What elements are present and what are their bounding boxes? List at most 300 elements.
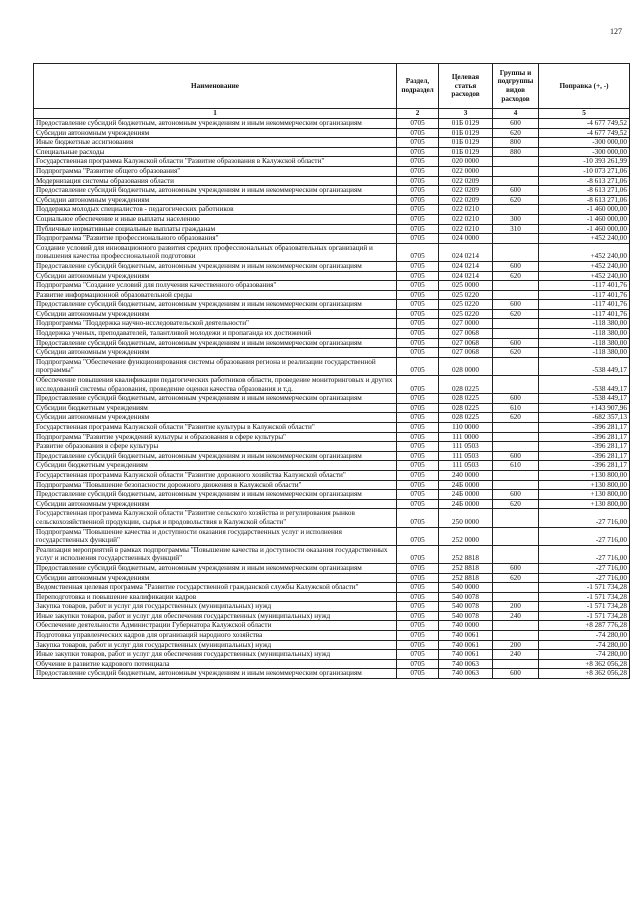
- row-razdel: 0705: [397, 357, 439, 375]
- table-row: [34, 195, 630, 205]
- row-vid: [493, 281, 539, 291]
- row-name: Иные бюджетные ассигнования: [34, 138, 397, 148]
- row-amount: -118 380,00: [539, 338, 630, 348]
- row-statya: 028 0225: [439, 376, 493, 394]
- row-amount: -74 280,00: [539, 640, 630, 650]
- row-amount: -118 380,00: [539, 319, 630, 329]
- table-row: [34, 583, 630, 593]
- budget-table: [33, 63, 630, 679]
- table-row: [34, 592, 630, 602]
- row-statya: 028 0225: [439, 394, 493, 404]
- row-amount: -117 401,76: [539, 290, 630, 300]
- row-name: Субсидии автономным учреждениям: [34, 573, 397, 583]
- table-row: [34, 403, 630, 413]
- row-name: Закупка товаров, работ и услуг для государственных (муниципальных) нужд: [34, 640, 397, 650]
- row-statya: 111 0503: [439, 442, 493, 452]
- header-popravka: Поправка (+, -): [539, 64, 630, 109]
- row-name: Ведомственная целевая программа "Развитие государственной гражданской службы Калужской области": [34, 583, 397, 593]
- row-amount: -27 716,00: [539, 563, 630, 573]
- table-row: [34, 432, 630, 442]
- table-row: [34, 394, 630, 404]
- row-name: Обеспечение деятельности Администрации Губернатора Калужской области: [34, 621, 397, 631]
- row-name: Специальные расходы: [34, 147, 397, 157]
- row-amount: -396 281,17: [539, 461, 630, 471]
- row-name: Подпрограмма "Повышение безопасности дорожного движения в Калужской области": [34, 480, 397, 490]
- row-statya: 022 0210: [439, 214, 493, 224]
- row-razdel: 0705: [397, 592, 439, 602]
- row-vid: 600: [493, 451, 539, 461]
- table-row: [34, 669, 630, 679]
- table-row: [34, 243, 630, 261]
- row-vid: 200: [493, 602, 539, 612]
- table-row: [34, 470, 630, 480]
- row-name: Подпрограмма "Развитие профессионального образования": [34, 234, 397, 244]
- row-name: Обучение в развитие кадрового потенциала: [34, 659, 397, 669]
- table-row: [34, 573, 630, 583]
- row-vid: 600: [493, 394, 539, 404]
- column-number: 4: [493, 109, 539, 119]
- row-amount: +8 287 776,28: [539, 621, 630, 631]
- row-razdel: 0705: [397, 290, 439, 300]
- row-razdel: 0705: [397, 527, 439, 545]
- row-statya: 022 0209: [439, 195, 493, 205]
- row-name: Субсидии автономным учреждениям: [34, 413, 397, 423]
- row-amount: -8 613 271,06: [539, 186, 630, 196]
- row-vid: [493, 659, 539, 669]
- row-amount: -117 401,76: [539, 300, 630, 310]
- table-row: [34, 348, 630, 358]
- row-vid: [493, 205, 539, 215]
- row-razdel: 0705: [397, 376, 439, 394]
- row-amount: -538 449,17: [539, 357, 630, 375]
- row-razdel: 0705: [397, 271, 439, 281]
- row-statya: 111 0503: [439, 451, 493, 461]
- row-vid: [493, 527, 539, 545]
- table-row: [34, 261, 630, 271]
- row-vid: [493, 319, 539, 329]
- row-razdel: 0705: [397, 394, 439, 404]
- row-statya: 01Б 0129: [439, 119, 493, 129]
- row-name: Подпрограмма "Обеспечение функционирования системы образования региона и реализации государственной программы": [34, 357, 397, 375]
- table-row: [34, 166, 630, 176]
- row-name: Государственная программа Калужской области "Развитие сельского хозяйства и регулирования рынков сельскохозяйственной продукции, сырья и продовольствия в Калужской области": [34, 509, 397, 527]
- row-amount: -1 571 734,28: [539, 592, 630, 602]
- row-razdel: 0705: [397, 621, 439, 631]
- row-razdel: 0705: [397, 319, 439, 329]
- row-name: Предоставление субсидий бюджетным, автономным учреждениям и иным некоммерческим организациям: [34, 451, 397, 461]
- row-razdel: 0705: [397, 659, 439, 669]
- row-razdel: 0705: [397, 669, 439, 679]
- row-statya: 111 0503: [439, 461, 493, 471]
- row-vid: 610: [493, 461, 539, 471]
- row-statya: 250 0000: [439, 509, 493, 527]
- table-row: [34, 214, 630, 224]
- row-statya: 028 0225: [439, 413, 493, 423]
- row-razdel: 0705: [397, 640, 439, 650]
- row-name: Предоставление субсидий бюджетным, автономным учреждениям и иным некоммерческим организациям: [34, 490, 397, 500]
- row-amount: +8 362 056,28: [539, 659, 630, 669]
- row-statya: 024 0000: [439, 234, 493, 244]
- row-razdel: 0705: [397, 403, 439, 413]
- table-row: [34, 186, 630, 196]
- row-amount: +452 240,00: [539, 271, 630, 281]
- row-name: Поддержка молодых специалистов - педагогических работников: [34, 205, 397, 215]
- row-razdel: 0705: [397, 300, 439, 310]
- row-statya: 252 8818: [439, 545, 493, 563]
- row-vid: 600: [493, 119, 539, 129]
- row-name: Государственная программа Калужской области "Развитие образования в Калужской области": [34, 157, 397, 167]
- row-name: Предоставление субсидий бюджетным, автономным учреждениям и иным некоммерческим организациям: [34, 186, 397, 196]
- row-name: Субсидии автономным учреждениям: [34, 309, 397, 319]
- row-vid: 880: [493, 147, 539, 157]
- row-vid: 620: [493, 309, 539, 319]
- row-name: Подпрограмма "Создание условий для получения качественного образования": [34, 281, 397, 291]
- row-razdel: 0705: [397, 499, 439, 509]
- table-row: [34, 176, 630, 186]
- row-amount: -8 613 271,06: [539, 195, 630, 205]
- row-vid: 800: [493, 138, 539, 148]
- row-statya: 740 0000: [439, 621, 493, 631]
- row-name: Поддержка ученых, преподавателей, талантливой молодежи и пропаганда их достижений: [34, 329, 397, 339]
- row-vid: [493, 290, 539, 300]
- row-vid: [493, 176, 539, 186]
- table-row: [34, 659, 630, 669]
- row-name: Субсидии бюджетным учреждениям: [34, 461, 397, 471]
- table-row: [34, 338, 630, 348]
- row-razdel: 0705: [397, 195, 439, 205]
- row-statya: 01Б 0129: [439, 147, 493, 157]
- table-row: [34, 147, 630, 157]
- row-statya: 740 0061: [439, 650, 493, 660]
- row-vid: [493, 432, 539, 442]
- row-razdel: 0705: [397, 157, 439, 167]
- row-name: Государственная программа Калужской области "Развитие культуры в Калужской области": [34, 423, 397, 433]
- row-statya: 025 0220: [439, 309, 493, 319]
- row-statya: 022 0000: [439, 166, 493, 176]
- row-vid: [493, 621, 539, 631]
- row-razdel: 0705: [397, 432, 439, 442]
- row-razdel: 0705: [397, 234, 439, 244]
- row-name: Социальное обеспечение и иные выплаты населению: [34, 214, 397, 224]
- row-name: Субсидии автономным учреждениям: [34, 128, 397, 138]
- row-vid: [493, 509, 539, 527]
- row-statya: 025 0220: [439, 290, 493, 300]
- row-statya: 540 0078: [439, 592, 493, 602]
- row-amount: -1 460 000,00: [539, 214, 630, 224]
- row-amount: -396 281,17: [539, 442, 630, 452]
- header-gruppy: Группы и подгруппы видов расходов: [493, 64, 539, 109]
- row-amount: -118 380,00: [539, 329, 630, 339]
- row-amount: +8 362 056,28: [539, 669, 630, 679]
- row-name: Субсидии бюджетным учреждениям: [34, 403, 397, 413]
- row-name: Подпрограмма "Развитие общего образования": [34, 166, 397, 176]
- row-name: Субсидии автономным учреждениям: [34, 499, 397, 509]
- row-amount: -682 357,13: [539, 413, 630, 423]
- row-statya: 028 0225: [439, 403, 493, 413]
- row-amount: -300 000,00: [539, 147, 630, 157]
- row-vid: [493, 357, 539, 375]
- table-row: [34, 329, 630, 339]
- page-number: 127: [610, 27, 622, 36]
- row-razdel: 0705: [397, 442, 439, 452]
- row-razdel: 0705: [397, 461, 439, 471]
- row-statya: 027 0068: [439, 329, 493, 339]
- row-statya: 028 0000: [439, 357, 493, 375]
- row-vid: 620: [493, 271, 539, 281]
- row-amount: -4 677 749,52: [539, 128, 630, 138]
- row-vid: 600: [493, 563, 539, 573]
- row-statya: 110 0000: [439, 423, 493, 433]
- table-row: [34, 461, 630, 471]
- row-amount: -300 000,00: [539, 138, 630, 148]
- row-statya: 024 0214: [439, 271, 493, 281]
- row-vid: [493, 480, 539, 490]
- row-name: Подпрограмма "Поддержка научно-исследовательской деятельности": [34, 319, 397, 329]
- row-razdel: 0705: [397, 338, 439, 348]
- row-statya: 022 0210: [439, 205, 493, 215]
- table-row: [34, 527, 630, 545]
- column-number: 1: [34, 109, 397, 119]
- table-row: [34, 300, 630, 310]
- table-row: [34, 319, 630, 329]
- row-statya: 020 0000: [439, 157, 493, 167]
- row-vid: [493, 329, 539, 339]
- row-vid: [493, 157, 539, 167]
- row-statya: 740 0061: [439, 631, 493, 641]
- row-name: Подпрограмма "Развитие учреждений культуры и образования в сфере культуры": [34, 432, 397, 442]
- row-amount: -118 380,00: [539, 348, 630, 358]
- table-row: [34, 119, 630, 129]
- row-vid: 240: [493, 611, 539, 621]
- row-statya: 740 0063: [439, 659, 493, 669]
- row-name: Предоставление субсидий бюджетным, автономным учреждениям и иным некоммерческим организациям: [34, 394, 397, 404]
- row-statya: 022 0209: [439, 186, 493, 196]
- row-vid: [493, 234, 539, 244]
- row-name: Обеспечение повышения квалификации педагогических работников области, проведение мониторинговых и других исследований системы образования, проведение оценки качества образования и т.д.: [34, 376, 397, 394]
- row-vid: [493, 442, 539, 452]
- row-amount: +130 800,00: [539, 480, 630, 490]
- row-vid: [493, 545, 539, 563]
- row-amount: -4 677 749,52: [539, 119, 630, 129]
- row-amount: -117 401,76: [539, 281, 630, 291]
- row-razdel: 0705: [397, 281, 439, 291]
- table-row: [34, 290, 630, 300]
- row-razdel: 0705: [397, 583, 439, 593]
- row-vid: 600: [493, 186, 539, 196]
- row-vid: 200: [493, 640, 539, 650]
- column-number: 3: [439, 109, 493, 119]
- row-amount: -74 280,00: [539, 650, 630, 660]
- row-name: Модернизация системы образования области: [34, 176, 397, 186]
- row-statya: 540 0078: [439, 602, 493, 612]
- row-statya: 740 0063: [439, 669, 493, 679]
- row-razdel: 0705: [397, 205, 439, 215]
- table-row: [34, 128, 630, 138]
- row-statya: 022 0209: [439, 176, 493, 186]
- table-row: [34, 611, 630, 621]
- table-row: [34, 376, 630, 394]
- row-razdel: 0705: [397, 545, 439, 563]
- row-razdel: 0705: [397, 186, 439, 196]
- row-statya: 01Б 0129: [439, 138, 493, 148]
- row-razdel: 0705: [397, 611, 439, 621]
- row-statya: 111 0000: [439, 432, 493, 442]
- row-amount: -27 716,00: [539, 527, 630, 545]
- row-razdel: 0705: [397, 573, 439, 583]
- row-razdel: 0705: [397, 166, 439, 176]
- row-amount: -8 613 271,06: [539, 176, 630, 186]
- row-amount: -27 716,00: [539, 509, 630, 527]
- row-razdel: 0705: [397, 224, 439, 234]
- table-row: [34, 451, 630, 461]
- row-amount: -74 280,00: [539, 631, 630, 641]
- row-razdel: 0705: [397, 451, 439, 461]
- table-row: [34, 602, 630, 612]
- row-amount: +452 240,00: [539, 243, 630, 261]
- row-vid: 620: [493, 413, 539, 423]
- row-amount: +452 240,00: [539, 261, 630, 271]
- row-razdel: 0705: [397, 119, 439, 129]
- row-name: Реализация мероприятий в рамках подпрограммы "Повышение качества и доступности оказания государственных услуг и исполнения государственных функций": [34, 545, 397, 563]
- row-razdel: 0705: [397, 480, 439, 490]
- row-name: Иные закупки товаров, работ и услуг для обеспечения государственных (муниципальных) нужд: [34, 650, 397, 660]
- row-name: Развитие информационной образовательной среды: [34, 290, 397, 300]
- row-statya: 01Б 0129: [439, 128, 493, 138]
- row-name: Развитие образования в сфере культуры: [34, 442, 397, 452]
- table-row: [34, 224, 630, 234]
- row-statya: 027 0068: [439, 348, 493, 358]
- row-statya: 240 0000: [439, 470, 493, 480]
- row-statya: 24Б 0000: [439, 499, 493, 509]
- row-amount: -396 281,17: [539, 451, 630, 461]
- row-razdel: 0705: [397, 602, 439, 612]
- row-vid: [493, 243, 539, 261]
- row-statya: 022 0210: [439, 224, 493, 234]
- row-name: Публичные нормативные социальные выплаты гражданам: [34, 224, 397, 234]
- row-razdel: 0705: [397, 214, 439, 224]
- row-vid: 620: [493, 573, 539, 583]
- row-vid: 600: [493, 490, 539, 500]
- table-row: [34, 357, 630, 375]
- row-vid: 620: [493, 128, 539, 138]
- row-amount: +452 240,00: [539, 234, 630, 244]
- row-amount: -396 281,17: [539, 432, 630, 442]
- row-razdel: 0705: [397, 631, 439, 641]
- row-amount: -117 401,76: [539, 309, 630, 319]
- row-razdel: 0705: [397, 423, 439, 433]
- row-statya: 024 0214: [439, 243, 493, 261]
- table-row: [34, 271, 630, 281]
- row-vid: 600: [493, 300, 539, 310]
- row-vid: [493, 423, 539, 433]
- row-razdel: 0705: [397, 563, 439, 573]
- row-amount: -10 393 261,99: [539, 157, 630, 167]
- row-statya: 540 0000: [439, 583, 493, 593]
- row-name: Закупка товаров, работ и услуг для государственных (муниципальных) нужд: [34, 602, 397, 612]
- row-name: Предоставление субсидий бюджетным, автономным учреждениям и иным некоммерческим организациям: [34, 300, 397, 310]
- row-statya: 740 0061: [439, 640, 493, 650]
- row-razdel: 0705: [397, 329, 439, 339]
- table-row: [34, 640, 630, 650]
- row-amount: +130 800,00: [539, 470, 630, 480]
- table-row: [34, 480, 630, 490]
- table-row: [34, 413, 630, 423]
- row-statya: 24Б 0000: [439, 480, 493, 490]
- row-name: Государственная программа Калужской области "Развитие дорожного хозяйства Калужской области": [34, 470, 397, 480]
- row-razdel: 0705: [397, 470, 439, 480]
- row-razdel: 0705: [397, 138, 439, 148]
- row-vid: 600: [493, 669, 539, 679]
- row-name: Предоставление субсидий бюджетным, автономным учреждениям и иным некоммерческим организациям: [34, 338, 397, 348]
- row-name: Предоставление субсидий бюджетным, автономным учреждениям и иным некоммерческим организациям: [34, 261, 397, 271]
- row-name: Субсидии автономным учреждениям: [34, 348, 397, 358]
- row-amount: -1 460 000,00: [539, 224, 630, 234]
- row-name: Подпрограмма "Повышение качества и доступности оказания государственных услуг и исполнения государственных функций": [34, 527, 397, 545]
- row-vid: [493, 592, 539, 602]
- row-vid: [493, 631, 539, 641]
- row-amount: +130 800,00: [539, 490, 630, 500]
- row-amount: -538 449,17: [539, 376, 630, 394]
- header-razdel: Раздел, подраздел: [397, 64, 439, 109]
- table-row: [34, 499, 630, 509]
- row-razdel: 0705: [397, 348, 439, 358]
- table-row: [34, 309, 630, 319]
- row-amount: +130 800,00: [539, 499, 630, 509]
- row-amount: -27 716,00: [539, 545, 630, 563]
- table-row: [34, 545, 630, 563]
- row-vid: 600: [493, 338, 539, 348]
- row-name: Субсидии автономным учреждениям: [34, 195, 397, 205]
- row-name: Предоставление субсидий бюджетным, автономным учреждениям и иным некоммерческим организациям: [34, 563, 397, 573]
- table-row: [34, 509, 630, 527]
- row-razdel: 0705: [397, 650, 439, 660]
- row-amount: -1 571 734,28: [539, 583, 630, 593]
- row-vid: [493, 166, 539, 176]
- row-name: Создание условий для инновационного развития средних профессиональных образовательных организаций и повышения качества профессиональной подготовки: [34, 243, 397, 261]
- header-name: Наименование: [34, 64, 397, 109]
- row-amount: -1 571 734,28: [539, 611, 630, 621]
- row-amount: +143 907,96: [539, 403, 630, 413]
- table-row: [34, 442, 630, 452]
- table-row: [34, 281, 630, 291]
- row-vid: 300: [493, 214, 539, 224]
- row-name: Подготовка управленческих кадров для организаций народного хозяйства: [34, 631, 397, 641]
- row-name: Предоставление субсидий бюджетным, автономным учреждениям и иным некоммерческим организациям: [34, 119, 397, 129]
- row-vid: [493, 376, 539, 394]
- row-name: Переподготовка и повышение квалификации кадров: [34, 592, 397, 602]
- row-statya: 027 0000: [439, 319, 493, 329]
- row-vid: 600: [493, 261, 539, 271]
- row-statya: 025 0220: [439, 300, 493, 310]
- row-razdel: 0705: [397, 490, 439, 500]
- row-vid: 240: [493, 650, 539, 660]
- row-statya: 025 0000: [439, 281, 493, 291]
- table-row: [34, 423, 630, 433]
- header-statya: Целевая статья расходов: [439, 64, 493, 109]
- table-row: [34, 234, 630, 244]
- row-vid: 620: [493, 499, 539, 509]
- row-vid: [493, 470, 539, 480]
- row-amount: -538 449,17: [539, 394, 630, 404]
- row-amount: -1 460 000,00: [539, 205, 630, 215]
- row-amount: -27 716,00: [539, 573, 630, 583]
- table-row: [34, 205, 630, 215]
- row-statya: 24Б 0000: [439, 490, 493, 500]
- row-name: Субсидии автономным учреждениям: [34, 271, 397, 281]
- column-number-row: [34, 109, 630, 119]
- table-row: [34, 621, 630, 631]
- row-statya: 252 8818: [439, 573, 493, 583]
